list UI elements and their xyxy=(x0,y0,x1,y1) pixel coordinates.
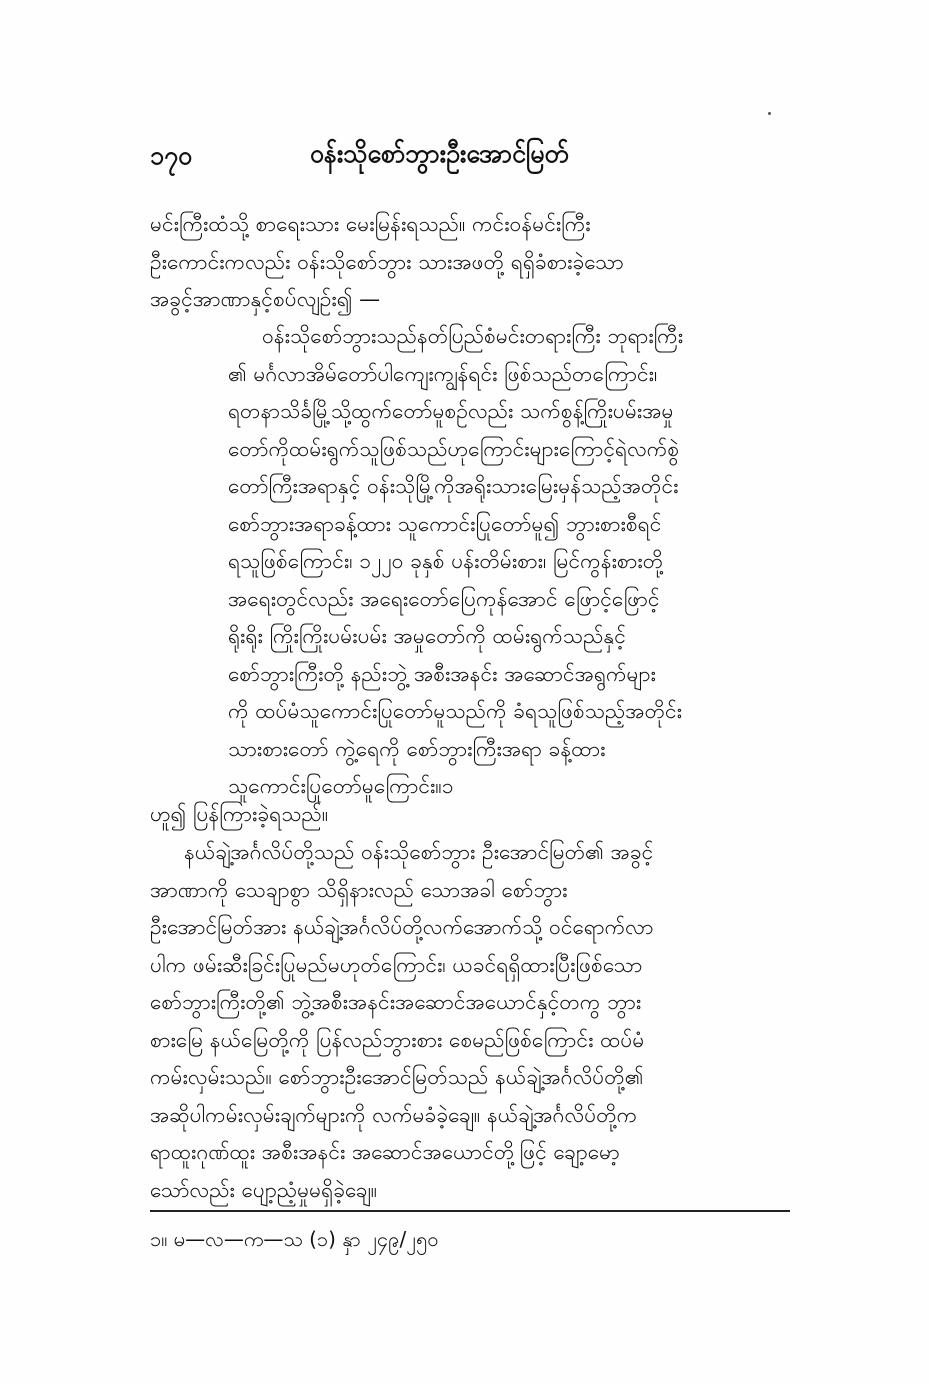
text-line: ကို ထပ်မံသူကောင်းပြုတော်မူသည်ကို ခံရသူဖြစ်သည့်အတိုင်း xyxy=(228,699,683,723)
text-line: အရေးတွင်လည်း အရေးတော်ပြေကုန်အောင် ဖြောင့်ဖြောင့် xyxy=(228,586,660,611)
running-title: ဝန်းသိုစော်ဘွားဦးအောင်မြတ် xyxy=(310,139,569,168)
footnote-divider xyxy=(150,1210,790,1212)
print-speck xyxy=(768,112,771,115)
text-line: ဝန်းသိုစော်ဘွားသည်နတ်ပြည်စံမင်းတရားကြီး ဘုရားကြီး xyxy=(262,324,684,348)
text-line: ရသူဖြစ်ကြောင်း၊ ၁၂၂၀ ခုနှစ် ပန်းတိမ်းစား၊ မြင်ကွန်းစားတို့ xyxy=(228,549,664,573)
text-line: အခွင့်အာဏာနှင့်စပ်လျဉ်း၍ — xyxy=(150,287,381,311)
text-line: ဦးကောင်းကလည်း ဝန်းသိုစော်ဘွား သားအဖတို့ ရရှိခံစားခဲ့သော xyxy=(150,249,624,274)
text-line: တော်ကြီးအရာနှင့် ဝန်းသိုမြို့ကိုအရိုးသားမြေးမှန်သည့်အတိုင်း xyxy=(228,474,679,498)
paragraph-main xyxy=(150,834,790,1209)
text-line: စော်ဘွားကြီးတို့ နည်းဘွဲ့ အစီးအနင်း အဆောင်အရွက်များ xyxy=(228,661,656,686)
text-line: သားစားတော် ကွဲ့ရေကို စော်ဘွားကြီးအရာ ခန့်ထား xyxy=(228,736,606,761)
text-line: ပါက ဖမ်းဆီးခြင်းပြုမည်မဟုတ်ကြောင်း၊ ယခင်ရရှိထားပြီးဖြစ်သော xyxy=(150,952,643,977)
text-line: အာဏာကို သေချာစွာ သိရှိနားလည် သောအခါ စော်ဘွား xyxy=(150,877,568,902)
text-line: သူကောင်းပြုတော်မူကြောင်း။၁ xyxy=(228,774,454,798)
text-line: သော်လည်း ပျော့ညံ့မှုမရှိခဲ့ချေ။ xyxy=(150,1177,378,1202)
text-line: ဟူ၍ ပြန်ကြားခဲ့ရသည်။ xyxy=(150,802,329,826)
page-number: ၁၇၀ xyxy=(150,141,193,170)
text-line: ရတနာသိင်္ခမြို့သို့ထွက်တော်မူစဉ်လည်း သက်စွန့်ကြိုးပမ်းအမှု xyxy=(228,399,674,423)
text-line: စော်ဘွားအရာခန့်ထား သူကောင်းပြုတော်မူ၍ ဘွားစားစီရင် xyxy=(228,511,662,536)
text-line: ဦးအောင်မြတ်အား နယ်ချဲ့အင်္ဂလိပ်တို့လက်အောက်သို့ ဝင်ရောက်လာ xyxy=(150,915,654,939)
text-line: အဆိုပါကမ်းလှမ်းချက်များကို လက်မခံခဲ့ချေ။ နယ်ချဲ့အင်္ဂလိပ်တို့က xyxy=(150,1102,638,1127)
text-line: တော်ကိုထမ်းရွက်သူဖြစ်သည်ဟုကြောင်းများကြောင့်ရဲလက်စွဲ xyxy=(228,436,680,461)
paragraph-intro xyxy=(150,206,790,319)
page-header xyxy=(150,138,790,178)
text-line: ရိုးရိုး ကြိုးကြိုးပမ်းပမ်း အမှုတော်ကို ထမ်းရွက်သည်နှင့် xyxy=(228,624,626,648)
text-line: မင်းကြီးထံသို့ စာရေးသား မေးမြန်းရသည်။ ကင်းဝန်မင်းကြီး xyxy=(150,212,591,236)
block-quote xyxy=(228,318,790,806)
quote-closing-line xyxy=(150,796,790,834)
text-line: ရာထူးဂုဏ်ထူး အစီးအနင်း အဆောင်အယောင်တို့ဖြင့် ချော့မော့ xyxy=(150,1140,620,1164)
text-line: နယ်ချဲ့အင်္ဂလိပ်တို့သည် ဝန်းသိုစော်ဘွား ဦးအောင်မြတ်၏ အခွင့် xyxy=(184,840,654,864)
text-line: ၏ မင်္ဂလာအိမ်တော်ပါကျေးကျွန်ရင်း ဖြစ်သည်တကြောင်း၊ xyxy=(228,361,658,386)
footnote: ၁။ မ—လ—က—သ (၁) နှာ ၂၄၉/၂၅၀ xyxy=(150,1227,439,1251)
text-line: ကမ်းလှမ်းသည်။ စော်ဘွားဦးအောင်မြတ်သည် နယ်ချဲ့အင်္ဂလိပ်တို့၏ xyxy=(150,1065,644,1089)
text-line: စားမြေ နယ်မြေတို့ကို ပြန်လည်ဘွားစား စေမည်ဖြစ်ကြောင်း ထပ်မံ xyxy=(150,1027,645,1052)
text-line: စော်ဘွားကြီးတို့၏ ဘွဲ့အစီးအနင်းအဆောင်အယောင်နှင့်တကွ ဘွား xyxy=(150,990,642,1014)
